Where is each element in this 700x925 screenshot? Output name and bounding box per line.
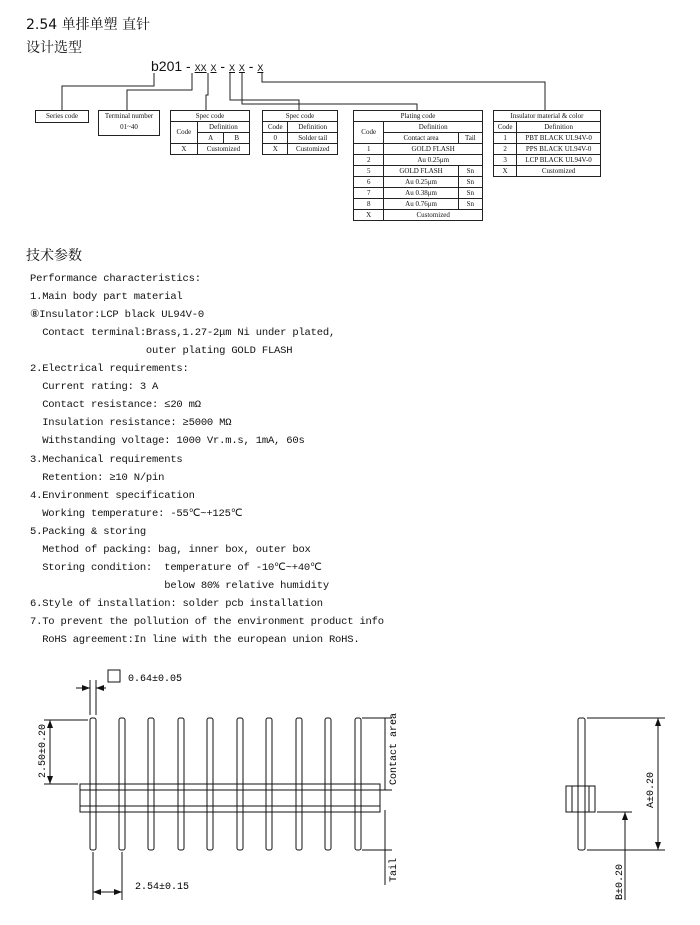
part-seg-terminal: XX bbox=[194, 64, 207, 75]
page-title: 2.54 单排单塑 直针 bbox=[26, 17, 151, 33]
pin-side bbox=[578, 718, 585, 850]
spec-code-table-2: Spec code Code Definition 0 Solder tail X Customized bbox=[262, 110, 338, 155]
selection-leader-lines bbox=[0, 0, 700, 120]
list-item: 2.Electrical requirements: bbox=[30, 363, 189, 375]
pin-square-dim: 0.64±0.05 bbox=[128, 674, 183, 685]
list-item: 5.Packing & storing bbox=[30, 526, 146, 538]
list-item: ⑧Insulator:LCP black UL94V-0 bbox=[30, 309, 204, 321]
table-row: X Customized bbox=[263, 144, 338, 155]
table-row: 5 GOLD FLASH Sn bbox=[354, 166, 483, 177]
table-row: 2 PPS BLACK UL94V-0 bbox=[494, 144, 601, 155]
table-row: 6 Au 0.25μm Sn bbox=[354, 177, 483, 188]
list-item: Method of packing: bag, inner box, outer box bbox=[30, 544, 311, 556]
list-item: Performance characteristics: bbox=[30, 273, 201, 285]
list-item: Withstanding voltage: 1000 Vr.m.s, 1mA, 60s bbox=[30, 435, 305, 447]
list-item: Current rating: 3 A bbox=[30, 381, 159, 393]
table-row: X Customized bbox=[354, 210, 483, 221]
table-row: 7 Au 0.38μm Sn bbox=[354, 188, 483, 199]
list-item: below 80% relative humidity bbox=[30, 580, 329, 592]
part-number: b201 - XX X - X X - X bbox=[151, 58, 264, 75]
table-row: 1 PBT BLACK UL94V-0 bbox=[494, 133, 601, 144]
list-item: 4.Environment specification bbox=[30, 490, 195, 502]
contact-area-label: Contact area bbox=[389, 712, 400, 785]
connector-drawing bbox=[0, 660, 700, 925]
list-item: Retention: ≥10 N/pin bbox=[30, 472, 165, 484]
table-row: X Customized bbox=[494, 166, 601, 177]
insulator-code-table: Insulator material & color Code Definition 1 PBT BLACK UL94V-0 2 PPS BLACK UL94V-0 3 LCP BLACK UL94V-0 X Customized bbox=[493, 110, 601, 177]
list-item: Contact resistance: ≤20 mΩ bbox=[30, 399, 201, 411]
list-item: 7.To prevent the pollution of the environment product info bbox=[30, 616, 384, 628]
list-item: Storing condition: temperature of -10℃~+40℃ bbox=[30, 562, 322, 574]
spec-code-table-1: Spec code Code Definition A B X Customized bbox=[170, 110, 250, 155]
table-row: 3 LCP BLACK UL94V-0 bbox=[494, 155, 601, 166]
list-item: Insulation resistance: ≥5000 MΩ bbox=[30, 417, 232, 429]
list-item: Working temperature: -55℃~+125℃ bbox=[30, 508, 243, 520]
dim-a-label: A±0.20 bbox=[646, 771, 657, 808]
list-item: 1.Main body part material bbox=[30, 291, 183, 303]
part-seg-insulator: X bbox=[257, 64, 264, 75]
pin-height-dim: 2.50±0.20 bbox=[38, 723, 49, 778]
pitch-dim: 2.54±0.15 bbox=[135, 882, 190, 893]
insulator-body-side bbox=[566, 786, 595, 812]
list-item: 6.Style of installation: solder pcb installation bbox=[30, 598, 323, 610]
terminal-range: 01~40 bbox=[120, 123, 138, 131]
list-item: Contact terminal:Brass,1.27-2μm Ni under plated, bbox=[30, 327, 336, 339]
dim-b-label: B±0.20 bbox=[615, 863, 626, 900]
part-seg-spec1: X bbox=[210, 64, 217, 75]
plating-code-table: Plating code Code Definition Contact area Tail 1 GOLD FLASH 2 Au 0.25μm 5 GOLD FLASH Sn 6 Au 0.25μm Sn 7 Au 0.38μm Sn 8 Au 0.76μm Sn X Customized bbox=[353, 110, 483, 221]
terminal-number-box: Terminal number 01~40 bbox=[98, 110, 160, 136]
part-seg-spec2: X bbox=[228, 64, 235, 75]
list-item: outer plating GOLD FLASH bbox=[30, 345, 293, 357]
section-design-selection: 设计选型 bbox=[26, 40, 82, 56]
tail-label: Tail bbox=[389, 857, 400, 882]
list-item: RoHS agreement:In line with the european union RoHS. bbox=[30, 634, 360, 646]
table-row: 2 Au 0.25μm bbox=[354, 155, 483, 166]
section-tech-params: 技术参数 bbox=[26, 248, 82, 264]
square-pin-symbol bbox=[108, 670, 120, 682]
part-seg-plating: X bbox=[238, 64, 245, 75]
table-row: 0 Solder tail bbox=[263, 133, 338, 144]
part-prefix: b201 bbox=[151, 58, 183, 74]
table-row: 8 Au 0.76μm Sn bbox=[354, 199, 483, 210]
list-item: 3.Mechanical requirements bbox=[30, 454, 183, 466]
table-row: 1 GOLD FLASH bbox=[354, 144, 483, 155]
series-code-box: Series code bbox=[35, 110, 89, 123]
